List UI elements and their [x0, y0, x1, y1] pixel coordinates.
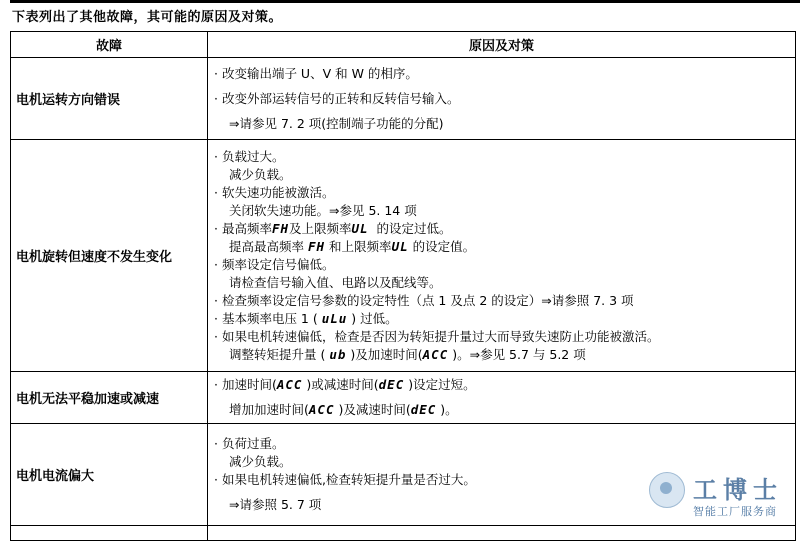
watermark: [649, 470, 794, 520]
fault-cell: 电机运转方向错误: [11, 58, 208, 140]
cause-line: · 如果电机转速偏低，检查是否因为转矩提升量过大而导致失速防止功能被激活。: [214, 328, 660, 344]
text-segment: 提高最高频率: [229, 238, 305, 254]
cause-line: [214, 376, 791, 394]
causes-cell: [208, 372, 796, 424]
empty-cell: [208, 526, 796, 541]
fault-cell: 电机无法平稳加速或减速: [11, 372, 208, 424]
text-segment: )及减速时间(: [338, 402, 411, 417]
cause-line: [214, 220, 791, 238]
fault-table: [10, 31, 796, 541]
param-code-acc: ACC: [308, 402, 335, 417]
table-row-partial: [11, 526, 796, 541]
remedy-line: [214, 238, 791, 256]
text-segment: )设定过短。: [408, 377, 476, 392]
text-segment: · 最高频率: [214, 220, 272, 236]
remedy-line: 请检查信号输入值、电路以及配线等。: [229, 274, 442, 290]
remedy-line: 减少负载。: [229, 166, 292, 182]
text-segment: 的设定过低。: [376, 220, 452, 236]
param-code-ul: UL: [391, 238, 409, 254]
table-row: [11, 372, 796, 424]
watermark-title: 工博士: [693, 475, 783, 504]
param-code-fh: FH: [308, 238, 326, 254]
text-segment: 调整转矩提升量 (: [229, 346, 326, 362]
table-header-row: [11, 32, 796, 58]
header-fault: 故障: [11, 32, 208, 58]
text-segment: 和上限频率: [329, 238, 392, 254]
table-row: [11, 140, 796, 372]
fault-cell: 电机旋转但速度不发生变化: [11, 140, 208, 372]
text-segment: · 加速时间(: [214, 377, 277, 392]
param-code-ub: ub: [329, 346, 347, 362]
remedy-line: 减少负载。: [229, 454, 292, 469]
remedy-line: 关闭软失速功能。⇒参见 5. 14 项: [229, 202, 417, 218]
param-code-dec: dEC: [378, 377, 405, 392]
param-code-acc: ACC: [276, 377, 303, 392]
fault-cell: 电机电流偏大: [11, 424, 208, 526]
param-code-dec: dEC: [410, 402, 437, 417]
cause-line: · 软失速功能被激活。: [214, 184, 335, 200]
watermark-subtitle: 智能工厂服务商: [693, 505, 777, 518]
reference-line: ⇒请参照 5. 7 项: [229, 497, 322, 512]
cause-line: · 检查频率设定信号参数的设定特性（点 1 及点 2 的设定）⇒请参照 7. 3 项: [214, 292, 634, 308]
top-rule: [10, 0, 800, 3]
empty-cell: [11, 526, 208, 541]
cause-line: · 改变输出端子 U、V 和 W 的相序。: [214, 65, 418, 81]
table-row: [11, 58, 796, 140]
causes-cell: [208, 58, 796, 140]
header-causes: 原因及对策: [208, 32, 796, 58]
param-code-ulu: uLu: [321, 310, 348, 326]
text-segment: · 基本频率电压 1 (: [214, 310, 318, 326]
cause-line: · 改变外部运转信号的正转和反转信号输入。: [214, 90, 460, 106]
cause-line: · 负载过大。: [214, 148, 285, 164]
remedy-line: [214, 401, 791, 419]
intro-text: 下表列出了其他故障，其可能的原因及对策。: [12, 10, 283, 25]
text-segment: 的设定值。: [412, 238, 476, 254]
param-code-ul: UL: [351, 220, 369, 236]
cause-line: · 如果电机转速偏低,检查转矩提升量是否过大。: [214, 472, 476, 487]
robot-logo-icon: [649, 472, 685, 508]
cause-line: · 负荷过重。: [214, 436, 285, 451]
param-code-fh: FH: [271, 220, 290, 236]
text-segment: 增加加速时间(: [229, 402, 309, 417]
remedy-line: [214, 346, 791, 364]
text-segment: )或减速时间(: [306, 377, 379, 392]
param-code-acc: ACC: [422, 346, 449, 362]
cause-line: · 频率设定信号偏低。: [214, 256, 335, 272]
text-segment: )。: [440, 402, 458, 417]
text-segment: 及上限频率: [289, 220, 352, 236]
reference-line: ⇒请参见 7. 2 项(控制端子功能的分配): [229, 115, 444, 131]
cause-line: [214, 310, 791, 328]
text-segment: )及加速时间(: [350, 346, 423, 362]
causes-cell: [208, 140, 796, 372]
text-segment: ) 过低。: [351, 310, 398, 326]
text-segment: )。⇒参见 5.7 与 5.2 项: [452, 346, 586, 362]
